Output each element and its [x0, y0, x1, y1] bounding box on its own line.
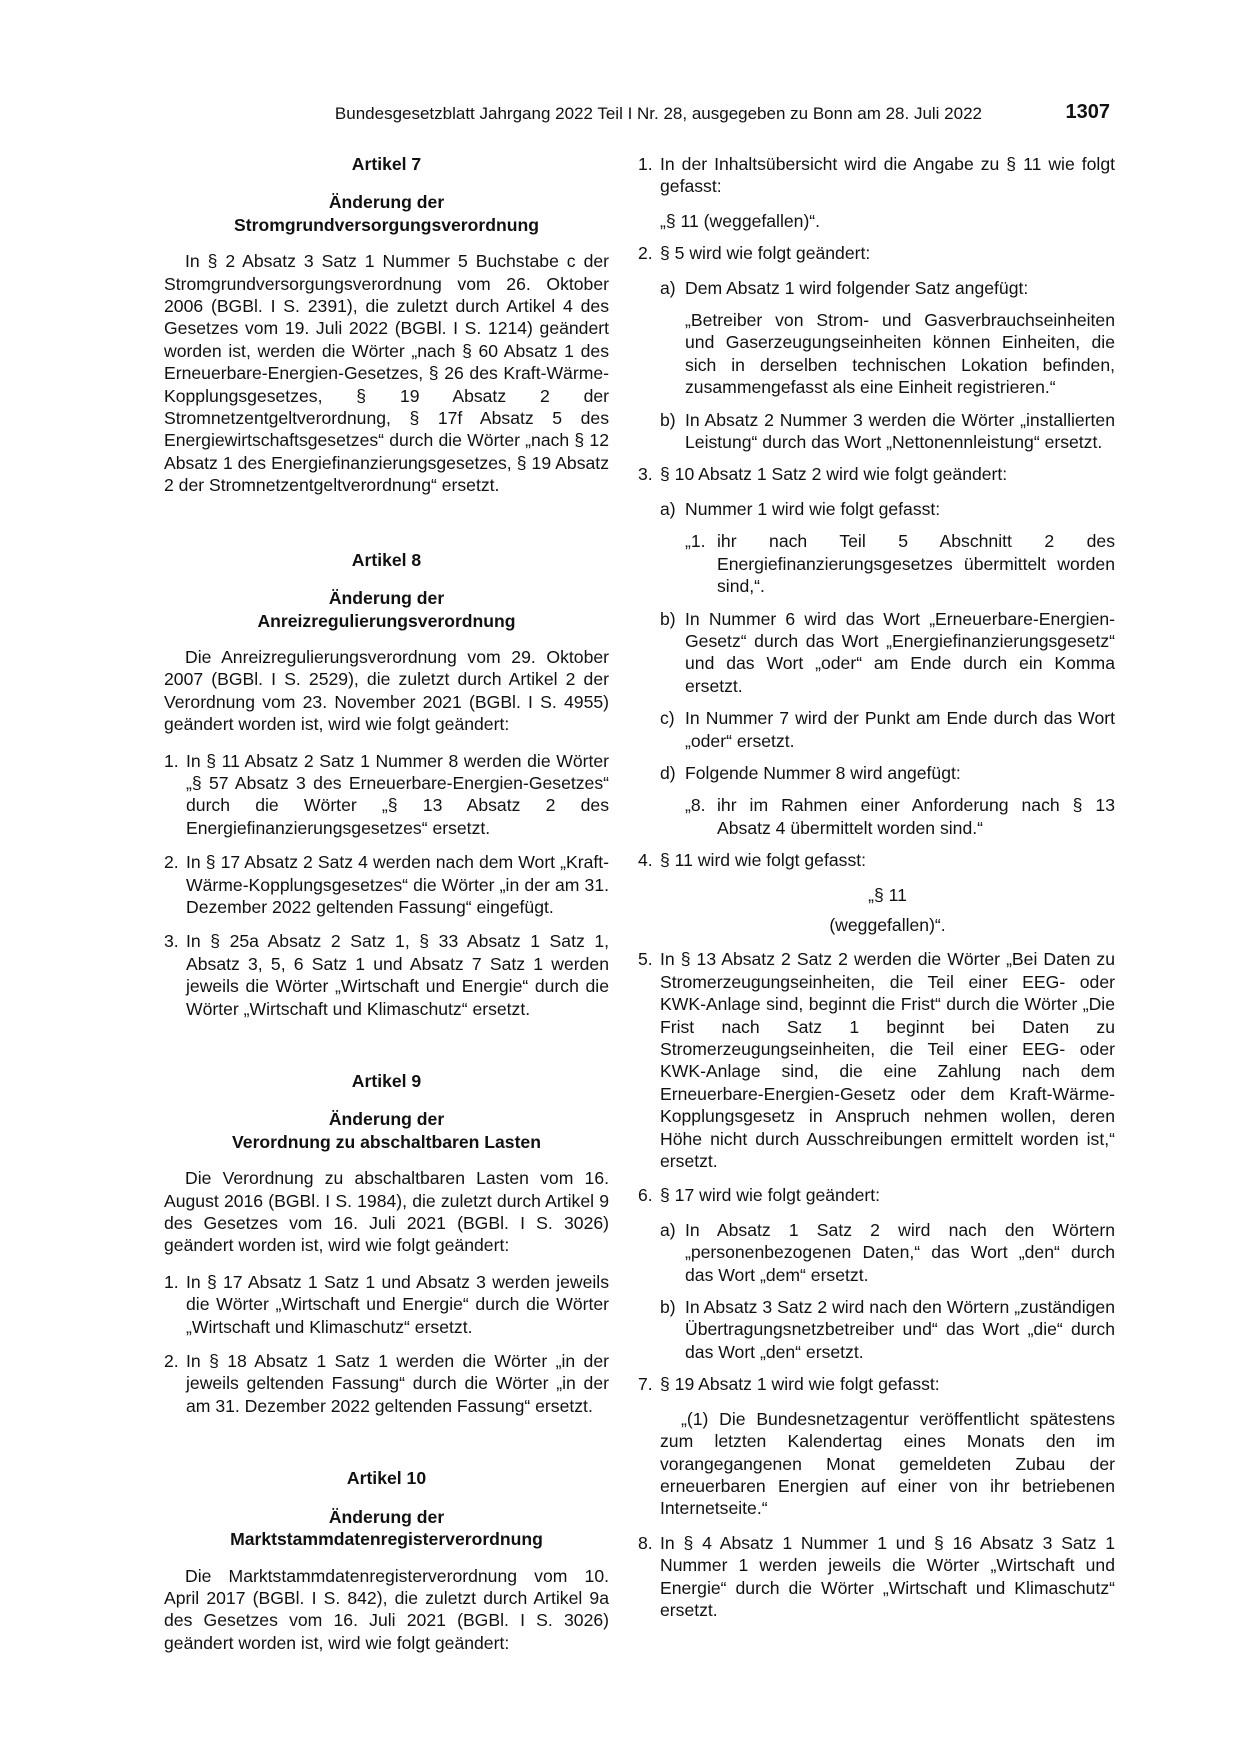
sub-item: [660, 1296, 1115, 1363]
sub-item: [660, 608, 1115, 698]
sub-item-text: Dem Absatz 1 wird folgender Satz angefügt:: [685, 277, 1029, 298]
right-column: [638, 153, 1115, 1633]
item-text: In § 4 Absatz 1 Nummer 1 und § 16 Absatz 3 Satz 1 Nummer 1 werden jeweils die Wörter „Wirtschaft und Energie“ durch die Wörter „Wirtschaft und Klimaschutz“ ersetzt.: [660, 1532, 1115, 1620]
sub-item-letter: c): [660, 708, 675, 729]
quoted-item-text: ihr nach Teil 5 Abschnitt 2 des Energiefinanzierungsgesetzes übermittelt worden sind,“.: [717, 531, 1115, 597]
sub-item-letter: b): [660, 409, 676, 430]
article-heading: Artikel 9: [351, 1071, 422, 1091]
sub-item-text: Nummer 1 wird wie folgt gefasst:: [685, 498, 941, 519]
item-number: 2.: [164, 1351, 179, 1372]
sub-item: [660, 277, 1115, 299]
item-text: § 17 wird wie folgt geändert:: [660, 1185, 881, 1206]
article-8: [164, 549, 609, 1020]
item-text: § 19 Absatz 1 wird wie folgt gefasst:: [660, 1374, 940, 1395]
article-heading: Artikel 10: [346, 1468, 427, 1489]
sub-item-text: In Absatz 3 Satz 2 wird nach den Wörtern „zuständigen Übertragungsnetzbetreiber und“ das Wort „die“ durch das Wort „den“ ersetzt.: [685, 1297, 1115, 1362]
sub-item-text: In Absatz 2 Nummer 3 werden die Wörter „installierten Leistung“ durch das Wort „Nettonennleistung“ ersetzt.: [685, 409, 1115, 453]
page-number: 1307: [1065, 101, 1110, 123]
item-text: § 10 Absatz 1 Satz 2 wird wie folgt geändert:: [660, 464, 1008, 485]
sub-item-letter: d): [660, 762, 676, 783]
article-7: [164, 153, 609, 497]
list-item: [638, 153, 1115, 198]
sub-item-letter: a): [660, 1219, 676, 1240]
sub-item-letter: a): [660, 498, 676, 519]
article-paragraph: Die Marktstammdatenregisterverordnung vom 10. April 2017 (BGBl. I S. 842), die zuletzt durch Artikel 9a des Gesetzes vom 16. Juli 2021 (BGBl. I S. 3026) geändert worden ist, wird wie folgt geändert:: [164, 1565, 609, 1653]
sub-item: [660, 762, 1115, 784]
item-number: 2.: [164, 852, 179, 873]
item-number: 1.: [638, 154, 653, 174]
article-9: [164, 1070, 609, 1417]
article-title: [164, 1506, 609, 1551]
item-text: § 11 wird wie folgt gefasst:: [660, 850, 867, 871]
item-text: § 5 wird wie folgt geändert:: [660, 243, 871, 264]
list-item: [638, 849, 1115, 871]
item-number: 5.: [638, 949, 653, 970]
article-title: [164, 191, 609, 236]
article-title-line: Verordnung zu abschaltbaren Lasten: [232, 1131, 541, 1152]
item-text: In der Inhaltsübersicht wird die Angabe zu § 11 wie folgt gefasst:: [660, 154, 1115, 197]
list-item: [164, 1271, 609, 1338]
list-item: [638, 1373, 1115, 1395]
sub-item-text: In Absatz 1 Satz 2 wird nach den Wörtern „personenbezogenen Daten,“ das Wort „den“ durch das Wort „dem“ ersetzt.: [685, 1219, 1115, 1285]
article-paragraph: Die Verordnung zu abschaltbaren Lasten vom 16. August 2016 (BGBl. I S. 1984), die zuletzt durch Artikel 9 des Gesetzes vom 16. Juli 2021 (BGBl. I S. 3026) geändert worden ist, wird wie folgt geändert:: [164, 1168, 609, 1256]
quoted-section-number: „§ 11: [868, 884, 907, 905]
article-title-line: Änderung der: [328, 588, 445, 609]
sub-item: [660, 1219, 1115, 1286]
article-title-line: Marktstammdatenregisterverordnung: [230, 1529, 543, 1550]
sub-item: [660, 707, 1115, 752]
header-title: Bundesgesetzblatt Jahrgang 2022 Teil I Nr. 28, ausgegeben zu Bonn am 28. Juli 2022: [334, 104, 982, 123]
list-item: [164, 930, 609, 1020]
item-number: 6.: [638, 1185, 653, 1206]
item-text: In § 13 Absatz 2 Satz 2 werden die Wörter „Bei Daten zu Stromerzeugungseinheiten, die Teil einer EEG- oder KWK-Anlage sind, beginnt die Frist“ durch die Wörter „Die Frist nach Satz 1 beginnt bei Daten zu Stromerzeugungseinheiten, die Teil einer EEG- oder KWK-Anlage sind, die eine Zahlung nach dem Erneuerbare-Energien-Gesetz oder dem Kraft-Wärme-Kopplungsgesetz in Anspruch nehmen wollen, deren Höhe nicht durch Ausschreibungen ermittelt worden ist,“ ersetzt.: [660, 949, 1115, 1172]
article-title-line: Änderung der: [328, 1109, 445, 1130]
article-title: [164, 1108, 609, 1153]
article-heading: Artikel 8: [351, 549, 422, 570]
list-item: [164, 750, 609, 840]
item-text: In § 11 Absatz 2 Satz 1 Nummer 8 werden die Wörter „§ 57 Absatz 3 des Erneuerbare-Energien-Gesetzes“ durch die Wörter „§ 13 Absatz 2 des Energiefinanzierungsgesetzes“ ersetzt.: [186, 750, 609, 838]
quoted-item-text: ihr im Rahmen einer Anforderung nach § 13 Absatz 4 übermittelt worden sind.“: [717, 795, 1115, 838]
sub-item-text: Folgende Nummer 8 wird angefügt:: [685, 762, 961, 783]
list-item: [638, 1532, 1115, 1622]
quoted-text: „(1) Die Bundesnetzagentur veröffentlicht spätestens zum letzten Kalendertag eines Monats den im vorangegangenen Monat gemeldeten Zubau der erneuerbaren Energien auf einer von ihr betriebenen Internetseite.“: [660, 1408, 1115, 1519]
list-item: [638, 242, 1115, 264]
article-paragraph: In § 2 Absatz 3 Satz 1 Nummer 5 Buchstabe c der Stromgrundversorgungsverordnung vom 26. Oktober 2006 (BGBl. I S. 2391), die zuletzt durch Artikel 4 des Gesetzes vom 19. Juli 2022 (BGBl. I S. 1214) geändert worden ist, werden die Wörter „nach § 60 Absatz 1 des Erneuerbare-Energien-Gesetzes, § 26 des Kraft-Wärme-Kopplungsgesetzes, § 19 Absatz 2 der Stromnetzentgeltverordnung, § 17f Absatz 5 des Energiewirtschaftsgesetzes“ durch die Wörter „nach § 12 Absatz 1 des Energiefinanzierungsgesetzes, § 19 Absatz 2 der Stromnetzentgeltverordnung“ ersetzt.: [164, 251, 609, 496]
quoted-item-number: „1.: [685, 531, 706, 552]
quoted-item: [685, 794, 1115, 839]
sub-item-letter: a): [660, 277, 676, 298]
quoted-section-text: (weggefallen)“.: [829, 914, 946, 935]
sub-item: [660, 498, 1115, 520]
item-text: In § 18 Absatz 1 Satz 1 werden die Wörter „in der jeweils geltenden Fassung“ durch die Wörter „in der am 31. Dezember 2022 geltenden Fassung“ ersetzt.: [186, 1351, 609, 1416]
list-item: [638, 948, 1115, 1172]
article-10: [164, 1467, 609, 1654]
quoted-item: [685, 530, 1115, 597]
item-text: In § 25a Absatz 2 Satz 1, § 33 Absatz 1 Satz 1, Absatz 3, 5, 6 Satz 1 und Absatz 7 Satz 1 werden jeweils die Wörter „Wirtschaft und Energie“ durch die Wörter „Wirtschaft und Klimaschutz“ ersetzt.: [186, 931, 609, 1019]
list-item: [164, 851, 609, 918]
item-number: 3.: [164, 931, 179, 952]
article-title: [164, 587, 609, 632]
quoted-text: „Betreiber von Strom- und Gasverbrauchseinheiten und Gaserzeugungseinheiten können Einheiten, die sich in derselben technischen Lokation befinden, zusammengefasst als eine Einheit registrieren.“: [685, 310, 1115, 398]
item-number: 2.: [638, 243, 653, 264]
list-item: [638, 1184, 1115, 1206]
article-title-line: Änderung der: [328, 1506, 445, 1527]
item-number: 1.: [164, 1271, 179, 1292]
item-number: 4.: [638, 850, 653, 871]
article-title-line: Anreizregulierungsverordnung: [257, 610, 516, 631]
quoted-text: „§ 11 (weggefallen)“.: [660, 210, 821, 231]
article-title-line: Stromgrundversorgungsverordnung: [234, 214, 539, 235]
quoted-item-number: „8.: [685, 795, 706, 816]
item-number: 1.: [164, 750, 179, 771]
article-title-line: Änderung der: [328, 192, 445, 213]
item-number: 8.: [638, 1532, 653, 1553]
list-item: [638, 463, 1115, 485]
item-text: In § 17 Absatz 1 Satz 1 und Absatz 3 werden jeweils die Wörter „Wirtschaft und Energie“ durch die Wörter „Wirtschaft und Klimaschutz“ ersetzt.: [186, 1271, 609, 1337]
left-column: [164, 153, 609, 1668]
item-number: 7.: [638, 1374, 653, 1395]
sub-item-letter: b): [660, 608, 676, 629]
article-paragraph: Die Anreizregulierungsverordnung vom 29. Oktober 2007 (BGBl. I S. 2529), die zuletzt durch Artikel 2 der Verordnung vom 23. November 2021 (BGBl. I S. 4955) geändert worden ist, wird wie folgt geändert:: [164, 646, 609, 735]
sub-item-text: In Nummer 6 wird das Wort „Erneuerbare-Energien-Gesetz“ durch das Wort „Energiefinanzierungsgesetz“ und das Wort „oder“ am Ende durch ein Komma ersetzt.: [685, 608, 1115, 696]
sub-item-text: In Nummer 7 wird der Punkt am Ende durch das Wort „oder“ ersetzt.: [685, 708, 1115, 751]
sub-item: [660, 409, 1115, 454]
item-text: In § 17 Absatz 2 Satz 4 werden nach dem Wort „Kraft-Wärme-Kopplungsgesetzes“ die Wörter „in der am 31. Dezember 2022 geltenden Fassung“ eingefügt.: [186, 852, 609, 917]
sub-item-letter: b): [660, 1297, 676, 1318]
item-number: 3.: [638, 464, 653, 485]
list-item: [164, 1350, 609, 1417]
page-header: [150, 100, 1110, 126]
article-heading: Artikel 7: [351, 154, 422, 174]
